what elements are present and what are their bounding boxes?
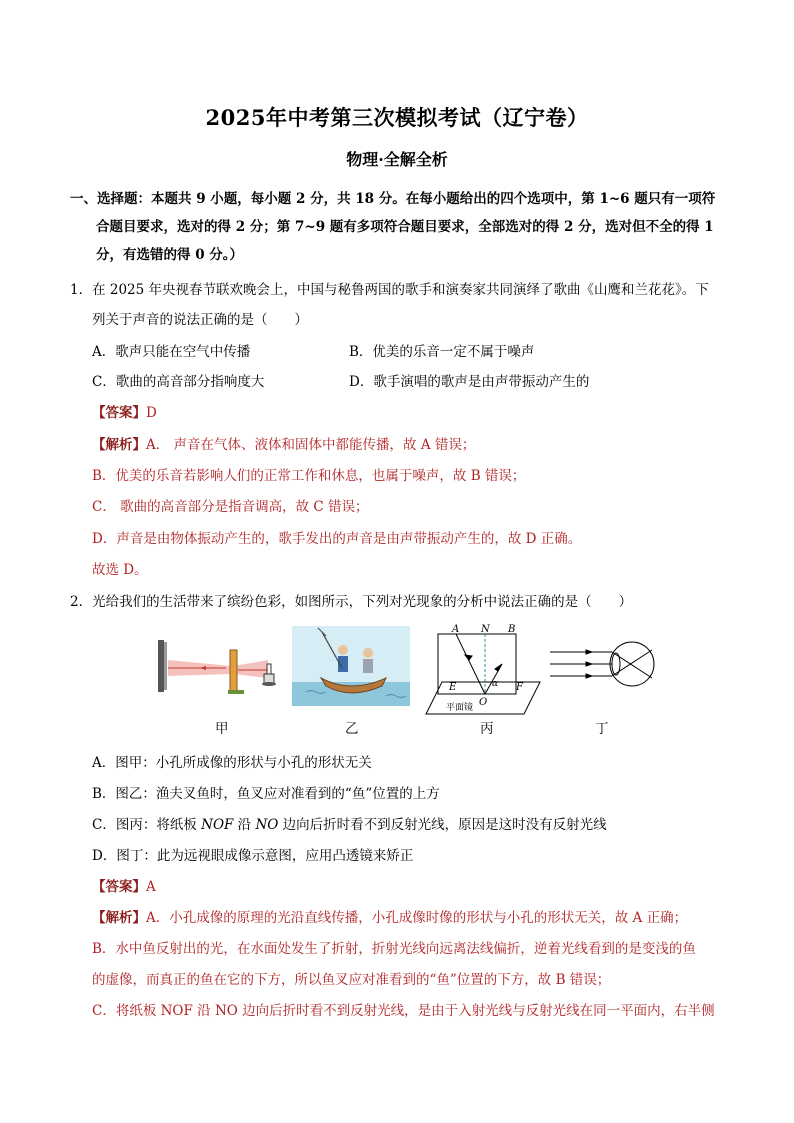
option-c-nof: NOF	[201, 817, 234, 833]
pinhole-diagram	[158, 640, 276, 694]
q1-answer	[92, 404, 157, 422]
eye-diagram	[550, 642, 654, 686]
q1-option-d: D．歌手演唱的歌声是由声带振动产生的	[349, 374, 590, 390]
answer-tag: 【答案】	[92, 405, 146, 421]
q2-option-a: A．图甲：小孔所成像的形状与小孔的形状无关	[92, 755, 372, 771]
q1-stem-line2: 列关于声音的说法正确的是（ ）	[92, 312, 308, 328]
figure-caption-yi: 乙	[345, 721, 359, 737]
q2-analysis-line1	[92, 909, 687, 927]
q1-analysis-line1	[92, 436, 475, 454]
q1-option-a: A．歌声只能在空气中传播	[92, 344, 251, 360]
q2-analysis-line2: B．水中鱼反射出的光，在水面处发生了折射，折射光线向远离法线偏折，逆着光线看到的是变浅的鱼	[92, 941, 696, 957]
fisherman-diagram	[292, 626, 410, 706]
q2-answer	[92, 878, 156, 896]
q2-option-d: D．图丁：此为远视眼成像示意图，应用凸透镜来矫正	[92, 848, 414, 864]
q1-analysis-line5: 故选 D。	[92, 562, 148, 578]
page-title: 2025年中考第三次模拟考试（辽宁卷）	[205, 105, 589, 130]
answer-value: A	[146, 879, 156, 895]
q1-option-c: C．歌曲的高音部分指响度大	[92, 374, 265, 390]
fig-label-e: E	[449, 682, 457, 693]
fig-label-alpha: α	[492, 679, 499, 689]
fig-label-b: B	[508, 624, 516, 635]
figure-caption-ding: 丁	[595, 721, 609, 737]
option-c-part1: C．图丙：将纸板	[92, 817, 202, 833]
q1-stem-line1: 1．在 2025 年央视春节联欢晚会上，中国与秘鲁两国的歌手和演奏家共同演绎了歌曲《山鹰和兰花花》。下	[70, 282, 709, 298]
q2-analysis-line4: C．将纸板 NOF 沿 NO 边向后折时看不到反射光线，是由于入射光线与反射光线在同一平面内，右半侧	[92, 1003, 715, 1019]
q1-option-b: B．优美的乐音一定不属于噪声	[349, 344, 535, 360]
q2-option-b: B．图乙：渔夫叉鱼时，鱼叉应对准看到的“鱼”位置的上方	[92, 786, 440, 802]
answer-tag: 【答案】	[92, 879, 146, 895]
analysis-text: A．小孔成像的原理的光沿直线传播，小孔成像时像的形状与小孔的形状无关，故 A 正确；	[146, 910, 688, 926]
analysis-tag: 【解析】	[92, 910, 146, 926]
figure-caption-jia: 甲	[215, 721, 229, 737]
fig-label-f: F	[516, 682, 523, 693]
fig-label-n: N	[481, 624, 490, 635]
q2-stem: 2．光给我们的生活带来了缤纷色彩，如图所示，下列对光现象的分析中说法正确的是（ ）	[70, 594, 633, 610]
page-subtitle: 物理·全解全析	[346, 150, 448, 169]
option-c-part3: 边向后折时看不到反射光线，原因是这时没有反射光线	[278, 817, 607, 833]
answer-value: D	[146, 405, 157, 421]
section-heading-line3: 分，有选错的得 0 分。）	[96, 247, 244, 263]
q1-analysis-line2: B．优美的乐音若影响人们的正常工作和休息，也属于噪声，故 B 错误；	[92, 468, 526, 484]
q1-analysis-line4: D．声音是由物体振动产生的，歌手发出的声音是由声带振动产生的，故 D 正确。	[92, 531, 582, 547]
q2-analysis-line3: 的虚像，而真正的鱼在它的下方，所以鱼叉应对准看到的“鱼”位置的下方，故 B 错误；	[92, 972, 611, 988]
fig-label-o: O	[479, 697, 488, 708]
option-c-no: NO	[255, 817, 279, 833]
q1-analysis-line3: C． 歌曲的高音部分是指音调高，故 C 错误；	[92, 499, 369, 515]
q2-option-c	[92, 816, 607, 834]
section-heading-line1: 一、选择题：本题共 9 小题，每小题 2 分，共 18 分。在每小题给出的四个选项中，第 1~6 题只有一项符	[70, 191, 716, 207]
figure-caption-bing: 丙	[480, 721, 494, 737]
analysis-text: A． 声音在气体、液体和固体中都能传播，故 A 错误；	[146, 437, 476, 453]
reflection-diagram	[426, 624, 540, 714]
fig-label-a: A	[452, 624, 460, 635]
section-heading-line2: 合题目要求，选对的得 2 分；第 7~9 题有多项符合题目要求，全部选对的得 2 分，选对但不全的得 1	[96, 219, 714, 235]
analysis-tag: 【解析】	[92, 437, 146, 453]
fig-label-mirror: 平面镜	[446, 703, 474, 713]
option-c-part2: 沿	[233, 817, 256, 833]
